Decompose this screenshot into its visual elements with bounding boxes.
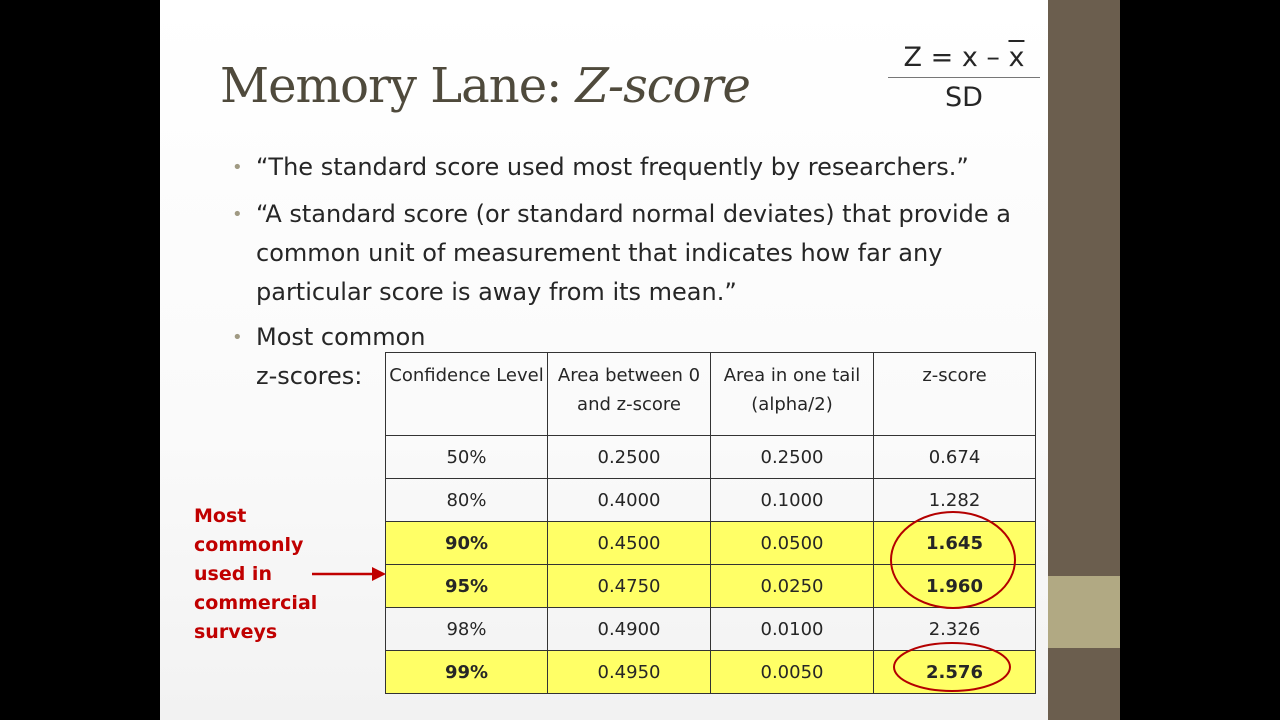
- cell: 0.0500: [711, 522, 874, 565]
- cell: 0.4900: [548, 608, 711, 651]
- slide: [160, 0, 1120, 720]
- cell: 95%: [386, 565, 548, 608]
- cell: 0.0050: [711, 651, 874, 694]
- table-row: [386, 436, 1036, 479]
- arrow-right-icon: [310, 564, 388, 584]
- table-header-row: [386, 353, 1036, 436]
- cell: 0.674: [874, 436, 1036, 479]
- formula-xbar: $\overline{x}$: [1008, 42, 1025, 73]
- formula-numerator: [888, 42, 1040, 78]
- decorative-band-light: [1048, 576, 1120, 648]
- header-z-score: z-score: [874, 353, 1036, 436]
- z-formula: [888, 42, 1040, 113]
- cell: 0.0250: [711, 565, 874, 608]
- bullet-1: [232, 148, 1032, 187]
- slide-title: [220, 58, 750, 114]
- cell: 0.0100: [711, 608, 874, 651]
- cell: 1.960: [874, 565, 1036, 608]
- cell: 1.282: [874, 479, 1036, 522]
- cell: 2.576: [874, 651, 1036, 694]
- cell: 0.2500: [548, 436, 711, 479]
- bullet-3-text: Most common z-scores:: [256, 323, 426, 390]
- cell: 1.645: [874, 522, 1036, 565]
- circle-highlight-icon: [888, 508, 1018, 612]
- cell: 80%: [386, 479, 548, 522]
- formula-denominator: SD: [945, 82, 983, 113]
- cell: 2.326: [874, 608, 1036, 651]
- cell: 0.4950: [548, 651, 711, 694]
- cell: 50%: [386, 436, 548, 479]
- header-confidence-level: Confidence Level: [386, 353, 548, 436]
- bullet-dot-icon: •: [232, 204, 243, 225]
- bullet-2-text: “A standard score (or standard normal deviates) that provide a common unit of measurement that indicates how far any particular score is away from its mean.”: [256, 200, 1012, 306]
- cell: 0.4500: [548, 522, 711, 565]
- bullet-2: [232, 195, 1032, 312]
- cell: 90%: [386, 522, 548, 565]
- bullet-dot-icon: •: [232, 157, 243, 178]
- cell: 0.4750: [548, 565, 711, 608]
- formula-lhs: Z = x –: [903, 42, 1009, 73]
- cell: 0.1000: [711, 479, 874, 522]
- cell: 0.4000: [548, 479, 711, 522]
- cell: 98%: [386, 608, 548, 651]
- cell: 0.2500: [711, 436, 874, 479]
- bullet-1-text: “The standard score used most frequently by researchers.”: [256, 153, 969, 181]
- header-area-one-tail: Area in one tail (alpha/2): [711, 353, 874, 436]
- cell: 99%: [386, 651, 548, 694]
- header-area-between: Area between 0 and z-score: [548, 353, 711, 436]
- annotation-note: Most commonly used in commercial surveys: [194, 505, 318, 643]
- title-main: Memory Lane:: [220, 58, 576, 114]
- bullet-dot-icon: •: [232, 327, 243, 348]
- circle-highlight-icon: [890, 640, 1014, 694]
- title-italic: Z-score: [575, 58, 750, 114]
